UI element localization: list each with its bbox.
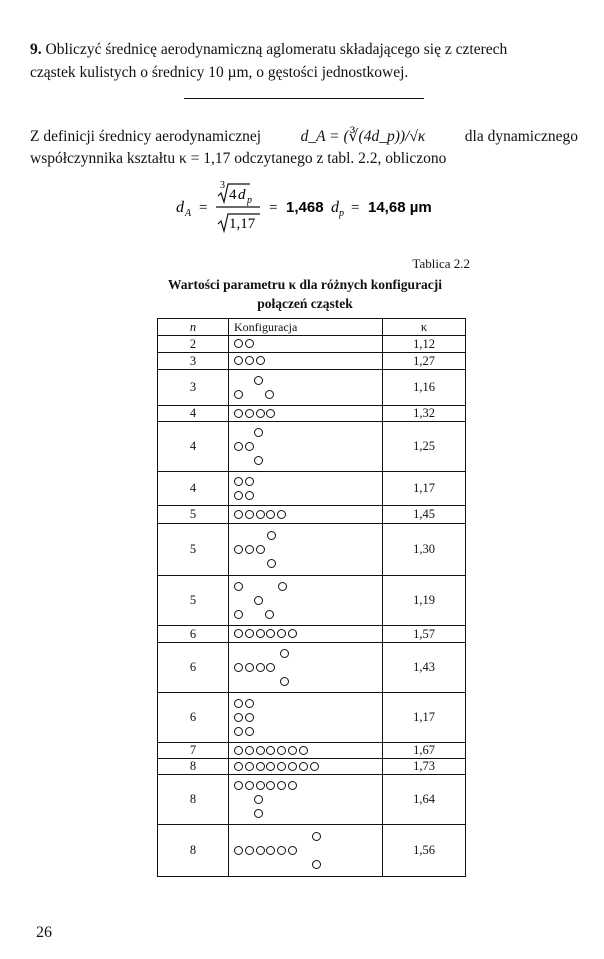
particle-icon xyxy=(234,356,243,365)
cell-kappa: 1,16 xyxy=(383,370,466,406)
particle-icon xyxy=(266,510,275,519)
config-line xyxy=(234,374,382,388)
cell-configuration xyxy=(229,524,383,576)
particle-icon xyxy=(312,860,321,869)
table-row xyxy=(158,643,466,693)
cell-n: 6 xyxy=(158,643,229,693)
cell-n: 4 xyxy=(158,406,229,422)
particle-icon xyxy=(234,727,243,736)
eq-num-var: d xyxy=(238,187,246,203)
particle-icon xyxy=(288,746,297,755)
cell-configuration xyxy=(229,759,383,775)
cell-kappa: 1,73 xyxy=(383,759,466,775)
particle-icon xyxy=(266,409,275,418)
cell-configuration xyxy=(229,422,383,472)
particle-icon xyxy=(245,545,254,554)
cell-configuration xyxy=(229,506,383,524)
particle-icon xyxy=(265,390,274,399)
cell-configuration xyxy=(229,406,383,422)
header-kappa: κ xyxy=(383,319,466,336)
equation xyxy=(176,178,476,236)
particle-icon xyxy=(277,629,286,638)
definition-paragraph xyxy=(30,126,578,170)
config-line xyxy=(234,557,382,571)
config-line xyxy=(234,354,382,368)
config-line xyxy=(234,793,382,807)
cell-n: 6 xyxy=(158,626,229,643)
particle-icon xyxy=(234,491,243,500)
eq-equals-2: = xyxy=(351,200,360,216)
particle-icon xyxy=(245,746,254,755)
cell-kappa: 1,27 xyxy=(383,353,466,370)
config-line xyxy=(234,844,382,858)
cell-n: 3 xyxy=(158,370,229,406)
config-line xyxy=(234,760,382,774)
particle-icon xyxy=(256,409,265,418)
cell-n: 6 xyxy=(158,693,229,743)
eq-den-radicand: 1,17 xyxy=(229,216,256,232)
cell-configuration xyxy=(229,336,383,353)
cell-configuration xyxy=(229,353,383,370)
cell-kappa: 1,17 xyxy=(383,472,466,506)
particle-icon xyxy=(277,746,286,755)
particle-icon xyxy=(266,629,275,638)
cell-n: 7 xyxy=(158,743,229,759)
particle-icon xyxy=(245,339,254,348)
particle-icon xyxy=(245,663,254,672)
particle-icon xyxy=(254,428,263,437)
particle-icon xyxy=(256,846,265,855)
particle-icon xyxy=(280,649,289,658)
particle-icon xyxy=(245,781,254,790)
particle-icon xyxy=(234,713,243,722)
config-line xyxy=(234,744,382,758)
particle-icon xyxy=(245,409,254,418)
particle-icon xyxy=(234,610,243,619)
cell-configuration xyxy=(229,472,383,506)
eq-result1-sub: p xyxy=(339,208,344,219)
particle-icon xyxy=(278,582,287,591)
particle-icon xyxy=(245,356,254,365)
cell-configuration xyxy=(229,576,383,626)
table-label: Tablica 2.2 xyxy=(412,256,470,271)
cell-n: 2 xyxy=(158,336,229,353)
table-row xyxy=(158,626,466,643)
definition-line2: współczynnika kształtu κ = 1,17 odczytanego z tabl. 2.2, obliczono xyxy=(30,150,447,167)
eq-lhs-sub: A xyxy=(185,208,192,219)
cell-kappa: 1,45 xyxy=(383,506,466,524)
cell-n: 8 xyxy=(158,825,229,877)
config-line xyxy=(234,594,382,608)
table-row xyxy=(158,759,466,775)
particle-icon xyxy=(245,629,254,638)
table-row xyxy=(158,353,466,370)
cell-kappa: 1,56 xyxy=(383,825,466,877)
cell-kappa: 1,12 xyxy=(383,336,466,353)
particle-icon xyxy=(256,545,265,554)
particle-icon xyxy=(266,781,275,790)
table-caption-line2: połączeń cząstek xyxy=(257,296,353,311)
config-line xyxy=(234,454,382,468)
config-line xyxy=(234,337,382,351)
cell-kappa: 1,17 xyxy=(383,693,466,743)
particle-icon xyxy=(277,510,286,519)
cell-kappa: 1,19 xyxy=(383,576,466,626)
particle-icon xyxy=(254,456,263,465)
particle-icon xyxy=(234,339,243,348)
eq-result2: 14,68 µm xyxy=(368,199,432,216)
particle-icon xyxy=(266,846,275,855)
particle-icon xyxy=(234,510,243,519)
cell-configuration xyxy=(229,643,383,693)
cell-kappa: 1,30 xyxy=(383,524,466,576)
config-line xyxy=(234,489,382,503)
config-line xyxy=(234,529,382,543)
cell-kappa: 1,25 xyxy=(383,422,466,472)
particle-icon xyxy=(267,531,276,540)
particle-icon xyxy=(234,699,243,708)
table-row xyxy=(158,576,466,626)
definition-formula: d_A = (∛(4d_p))/√κ xyxy=(300,128,426,145)
particle-icon xyxy=(266,663,275,672)
config-line xyxy=(234,647,382,661)
particle-icon xyxy=(245,846,254,855)
table-row xyxy=(158,370,466,406)
particle-icon xyxy=(256,781,265,790)
particle-icon xyxy=(256,663,265,672)
kappa-table xyxy=(157,318,466,877)
particle-icon xyxy=(234,663,243,672)
table-row xyxy=(158,406,466,422)
config-line xyxy=(234,580,382,594)
particle-icon xyxy=(245,762,254,771)
particle-icon xyxy=(288,846,297,855)
table-row xyxy=(158,825,466,877)
config-line xyxy=(234,508,382,522)
particle-icon xyxy=(256,356,265,365)
config-line xyxy=(234,407,382,421)
config-line xyxy=(234,830,382,844)
particle-icon xyxy=(254,376,263,385)
problem-text-line1: Obliczyć średnicę aerodynamiczną aglomeratu składającego się z czterech xyxy=(45,41,508,58)
cell-configuration xyxy=(229,370,383,406)
table-row xyxy=(158,743,466,759)
eq-num-var-sub: p xyxy=(247,195,252,206)
particle-icon xyxy=(265,610,274,619)
config-line xyxy=(234,779,382,793)
particle-icon xyxy=(245,699,254,708)
particle-icon xyxy=(245,713,254,722)
table-caption xyxy=(140,275,470,313)
particle-icon xyxy=(280,677,289,686)
particle-icon xyxy=(234,442,243,451)
cell-n: 8 xyxy=(158,759,229,775)
particle-icon xyxy=(256,510,265,519)
config-line xyxy=(234,661,382,675)
particle-icon xyxy=(234,846,243,855)
particle-icon xyxy=(234,781,243,790)
config-line xyxy=(234,440,382,454)
particle-icon xyxy=(267,559,276,568)
particle-icon xyxy=(234,762,243,771)
particle-icon xyxy=(245,442,254,451)
particle-icon xyxy=(256,762,265,771)
problem-text-line2: cząstek kulistych o średnicy 10 µm, o gęstości jednostkowej. xyxy=(30,64,409,81)
particle-icon xyxy=(266,746,275,755)
table-row xyxy=(158,524,466,576)
particle-icon xyxy=(277,781,286,790)
table-row xyxy=(158,775,466,825)
cell-kappa: 1,64 xyxy=(383,775,466,825)
particle-icon xyxy=(288,762,297,771)
particle-icon xyxy=(234,409,243,418)
config-line xyxy=(234,388,382,402)
header-n: n xyxy=(158,319,229,336)
particle-icon xyxy=(277,762,286,771)
eq-result1: 1,468 xyxy=(286,199,324,216)
cell-kappa: 1,43 xyxy=(383,643,466,693)
config-line xyxy=(234,608,382,622)
particle-icon xyxy=(245,477,254,486)
definition-line1-end: dla dynamicznego xyxy=(464,128,578,145)
particle-icon xyxy=(288,781,297,790)
config-line xyxy=(234,697,382,711)
table-row xyxy=(158,693,466,743)
cell-configuration xyxy=(229,693,383,743)
cell-kappa: 1,32 xyxy=(383,406,466,422)
eq-equals-1: = xyxy=(269,200,278,216)
cell-configuration xyxy=(229,626,383,643)
table-caption-line1: Wartości parametru κ dla różnych konfiguracji xyxy=(167,277,443,292)
definition-line1-start: Z definicji średnicy aerodynamicznej xyxy=(30,128,262,145)
particle-icon xyxy=(254,795,263,804)
config-line xyxy=(234,627,382,641)
cell-configuration xyxy=(229,825,383,877)
cell-n: 4 xyxy=(158,472,229,506)
config-line xyxy=(234,426,382,440)
eq-num-radicand: 4 xyxy=(229,187,237,203)
cell-n: 5 xyxy=(158,506,229,524)
eq-root-index: 3 xyxy=(220,180,225,191)
particle-icon xyxy=(277,846,286,855)
particle-icon xyxy=(254,596,263,605)
problem-number: 9. xyxy=(30,41,42,58)
particle-icon xyxy=(312,832,321,841)
config-line xyxy=(234,807,382,821)
table-row xyxy=(158,422,466,472)
particle-icon xyxy=(266,762,275,771)
particle-icon xyxy=(256,746,265,755)
particle-icon xyxy=(299,762,308,771)
config-line xyxy=(234,711,382,725)
table-header-row xyxy=(158,319,466,336)
cell-kappa: 1,57 xyxy=(383,626,466,643)
config-line xyxy=(234,543,382,557)
table-row xyxy=(158,472,466,506)
problem-statement xyxy=(30,38,578,84)
cell-n: 5 xyxy=(158,576,229,626)
particle-icon xyxy=(256,629,265,638)
config-line xyxy=(234,858,382,872)
particle-icon xyxy=(234,390,243,399)
cell-n: 4 xyxy=(158,422,229,472)
cell-configuration xyxy=(229,743,383,759)
particle-icon xyxy=(245,510,254,519)
config-line xyxy=(234,725,382,739)
cell-configuration xyxy=(229,775,383,825)
particle-icon xyxy=(234,477,243,486)
table-row xyxy=(158,336,466,353)
particle-icon xyxy=(245,491,254,500)
table-row xyxy=(158,506,466,524)
eq-approx: = xyxy=(199,200,208,216)
particle-icon xyxy=(234,629,243,638)
particle-icon xyxy=(254,809,263,818)
particle-icon xyxy=(245,727,254,736)
cell-n: 5 xyxy=(158,524,229,576)
particle-icon xyxy=(310,762,319,771)
eq-result1-var: d xyxy=(331,199,339,216)
header-config: Konfiguracja xyxy=(229,319,383,336)
page-number: 26 xyxy=(36,924,52,941)
config-line xyxy=(234,475,382,489)
particle-icon xyxy=(288,629,297,638)
cell-n: 8 xyxy=(158,775,229,825)
particle-icon xyxy=(234,545,243,554)
particle-icon xyxy=(234,582,243,591)
config-line xyxy=(234,675,382,689)
particle-icon xyxy=(299,746,308,755)
section-divider xyxy=(184,98,424,99)
cell-n: 3 xyxy=(158,353,229,370)
eq-lhs: d xyxy=(176,199,184,216)
cell-kappa: 1,67 xyxy=(383,743,466,759)
particle-icon xyxy=(234,746,243,755)
